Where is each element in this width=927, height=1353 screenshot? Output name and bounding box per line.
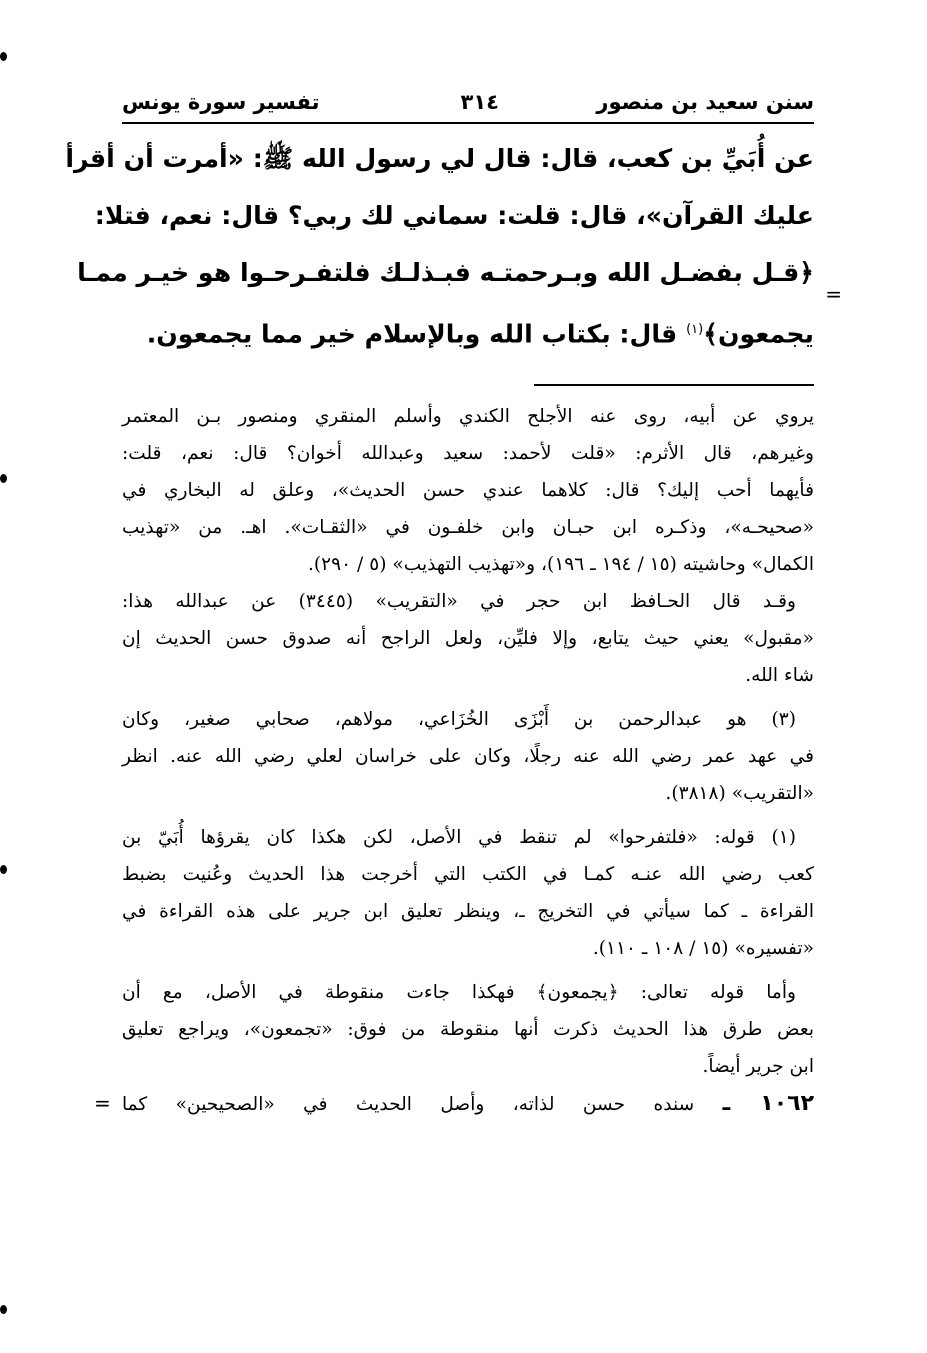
margin-dot-top — [0, 52, 7, 61]
footnote-3-line: «التقريب» (٣٨١٨). — [665, 783, 814, 805]
footnote-1-line: ابن جرير أيضاً. — [702, 1056, 814, 1078]
footnote-ref: (١) — [686, 322, 704, 337]
hadith-line: عن أُبَيِّ بن كعب، قال: قال لي رسول الله ﷺ: «أمرت أن أقرأ — [65, 144, 814, 173]
footnote-line: وغيرهم، قال الأثرم: «قلت لأحمد: سعيد وعبدالله أخوان؟ قال: نعم، قلت: — [122, 443, 814, 465]
book-page — [65, 84, 842, 1324]
hadith-line-rest: قال: بكتاب الله وبالإسلام خير مما يجمعون. — [146, 319, 678, 349]
chapter-title: تفسير سورة يونس — [122, 90, 320, 114]
footnote-line: شاء الله. — [745, 665, 814, 687]
book-title: سنن سعيد بن منصور — [596, 90, 814, 114]
margin-dot-lower — [0, 865, 7, 874]
footnote-1-line: كعب رضي الله عنـه كمـا في الكتب التي أخرجت هذا الحديث وعُنيت بضبط — [122, 864, 814, 886]
hadith-line: ﴿قـل بفضـل الله وبـرحمتـه فبـذلـك فلتفـرحـوا هو خيـر ممـا — [77, 258, 814, 287]
footnote-line: وقـد قال الحـافظ ابن حجر في «التقريب» (٣٤٤٥) عن عبدالله هذا: — [122, 591, 796, 613]
quran-end: يجمعون﴾ — [703, 319, 814, 349]
footnote-1-line: بعض طرق هذا الحديث ذكرت أنها منقوطة من فوق: «تجمعون»، ويراجع تعليق — [122, 1019, 814, 1041]
next-footnote-text: سنده حسن لذاته، وأصل الحديث في «الصحيحين» كما — [122, 1094, 695, 1116]
next-footnote-line — [94, 1085, 814, 1123]
margin-dot-middle — [0, 474, 7, 483]
continuation-mark: = — [94, 1091, 111, 1116]
footnote-line: فأيهما أحب إليك؟ قال: كلاهما عندي حسن الحديث»، وعلق له البخاري في — [122, 480, 814, 502]
running-header — [122, 84, 814, 124]
footnote-3-line: (٣) هو عبدالرحمن بن أَبْزَى الخُزَاعي، مولاهم، صحابي صغير، وكان — [122, 709, 796, 731]
hadith-text — [65, 130, 814, 362]
next-footnote-number: ١٠٦٢ ـ — [722, 1091, 814, 1117]
footnote-1-line: وأما قوله تعالى: ﴿يجمعون﴾ فهكذا جاءت منقوطة في الأصل، مع أن — [122, 982, 796, 1004]
footnote-1-line: (١) قوله: «فلتفرحوا» لم تنقط في الأصل، لكن هكذا كان يقرؤها أُبَيّ بن — [122, 827, 796, 849]
hadith-line — [122, 301, 814, 362]
footnote-line: «صحيحـه»، وذكـره ابن حبـان وابن خلفـون في «الثقـات». اهـ. من «تهذيب — [122, 517, 814, 539]
page-number: ٣١٤ — [460, 90, 499, 114]
continuation-mark: = — [825, 282, 842, 306]
footnote-line: يروي عن أبيه، روى عنه الأجلح الكندي وأسلم المنقري ومنصور بـن المعتمر — [122, 406, 814, 428]
footnote-3-line: في عهد عمر رضي الله عنه رجلًا، وكان على خراسان لعلي رضي الله عنه. انظر — [122, 746, 814, 768]
footnote-separator — [534, 384, 814, 386]
footnote-line: الكمال» وحاشيته (١٥ / ١٩٤ ـ ١٩٦)، و«تهذيب التهذيب» (٥ / ٢٩٠). — [307, 554, 814, 576]
footnote-line: «مقبول» يعني حيث يتابع، وإلا فليِّن، ولعل الراجح أنه صدوق حسن الحديث إن — [122, 628, 814, 650]
footnote-1-line: «تفسيره» (١٥ / ١٠٨ ـ ١١٠). — [592, 938, 814, 960]
margin-dot-bottom — [0, 1305, 7, 1314]
hadith-line: عليك القرآن»، قال: قلت: سماني لك ربي؟ قال: نعم، فتلا: — [94, 201, 814, 230]
footnote-1-line: القراءة ـ كما سيأتي في التخريج ـ، وينظر تعليق ابن جرير على هذه القراءة في — [122, 901, 814, 923]
